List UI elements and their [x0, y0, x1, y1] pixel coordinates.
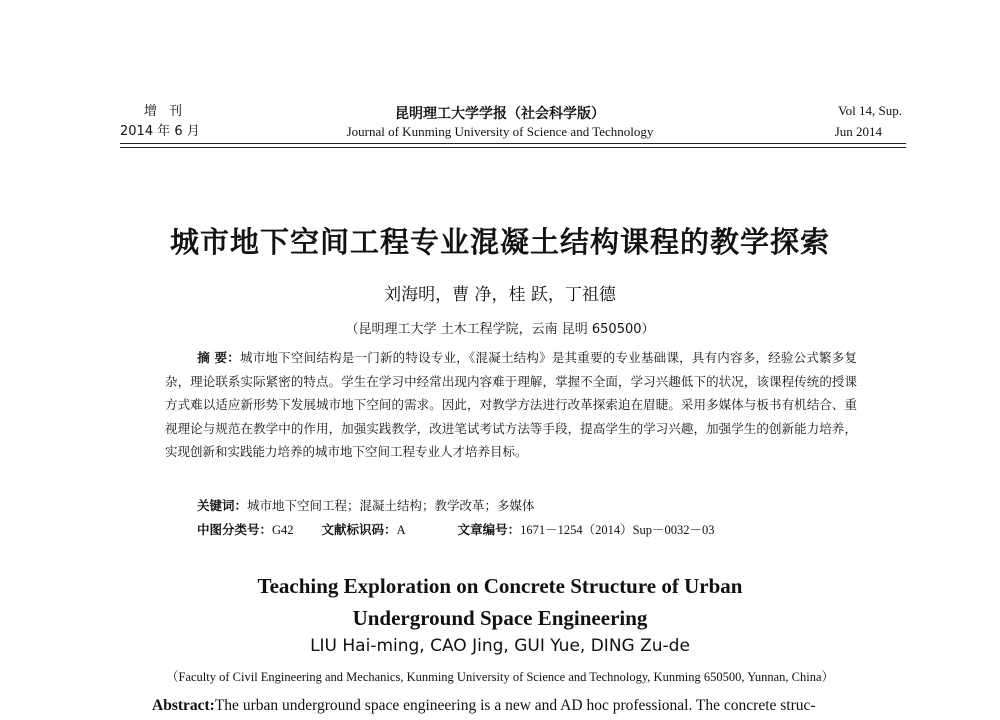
clc-label: 中图分类号：	[197, 522, 273, 537]
abstract-en-text: The urban underground space engineering is a new and AD hoc professional. The concrete struc-	[214, 697, 816, 714]
journal-title-cn: 昆明理工大学学报（社会科学版）	[395, 106, 605, 122]
clc-value: G42	[272, 523, 294, 537]
keywords-line	[197, 496, 535, 514]
article-title-en	[0, 570, 1000, 634]
affiliation-en: （Faculty of Civil Engineering and Mechanics, Kunming University of Science and Technology, Kunming 650500, Yunnan, China）	[166, 670, 834, 684]
abstract-en-label: Abstract:	[152, 697, 215, 714]
abstract-en	[152, 697, 912, 715]
month-year: Jun 2014	[834, 124, 882, 139]
journal-title-en: Journal of Kunming University of Science and Technology	[346, 124, 654, 139]
affiliation-cn: （昆明理工大学 土木工程学院，云南 昆明 650500）	[345, 322, 655, 337]
header-rule-thick	[120, 143, 906, 144]
article-title-en-line1: Teaching Exploration on Concrete Structure of Urban	[257, 574, 743, 598]
article-title-cn: 城市地下空间工程专业混凝土结构课程的教学探索	[169, 225, 830, 259]
abstract-label: 摘 要：	[197, 350, 240, 365]
header-rule-thin	[120, 147, 906, 148]
doc-code-value: A	[396, 523, 406, 537]
issue-label: 增 刊	[143, 104, 187, 119]
authors-cn: 刘海明，曹 净，桂 跃，丁祖德	[384, 285, 616, 305]
article-no-label: 文章编号：	[457, 522, 521, 537]
issue-date: 2014 年 6 月	[120, 124, 200, 139]
abstract-text-cn: 城市地下空间结构是一门新的特设专业，《混凝土结构》是其重要的专业基础课，具有内容多，经验公式繁多复杂，理论联系实际紧密的特点。学生在学习中经常出现内容难于理解，掌握不全面，学习兴趣低下的状况，该课程传统的授课方式难以适应新形势下发展城市地下空间的需求。因此，对教学方法进行改革探索迫在眉睫。采用多媒体与板书有机结合、重视理论与规范在教学中的作用，加强实践教学，改进笔试考试方法等手段，提高学生的学习兴趣，加强学生的创新能力培养，实现创新和实践能力培养的城市地下空间工程专业人才培养目标。	[165, 350, 857, 459]
volume-info: Vol 14, Sup.	[837, 103, 902, 118]
doc-code-label: 文献标识码：	[321, 522, 397, 537]
article-no-value: 1671－1254（2014）Sup－0032－03	[520, 523, 715, 537]
keywords-label: 关键词：	[197, 498, 248, 513]
authors-en: LIU Hai-ming, CAO Jing, GUI Yue, DING Zu-de	[310, 636, 690, 656]
abstract-cn	[165, 346, 857, 464]
classification-line	[197, 520, 715, 538]
article-title-en-line2: Underground Space Engineering	[352, 606, 648, 630]
keywords-text: 城市地下空间工程；混凝土结构；教学改革；多媒体	[247, 498, 535, 513]
